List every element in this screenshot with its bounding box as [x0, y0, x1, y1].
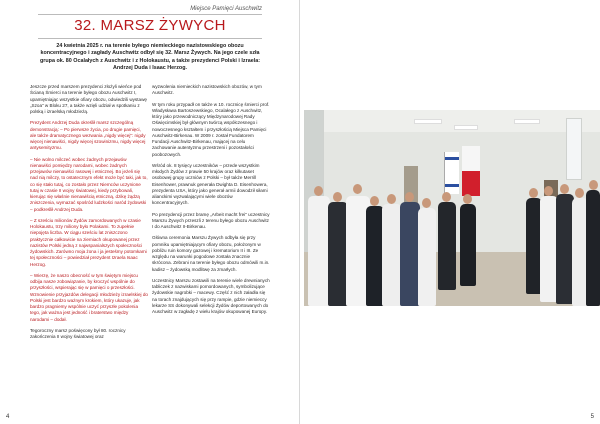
- paragraph: – Z sześciu milionów Żydów zamordowanych w czasie Holokaustu, trzy miliony było Polakami. To zupełnie niepojęta liczba. W ciągu sześciu lat zniszczono praktycznie całkowicie na ziemiach okupowanej przez nazistów Polski jedną z najwspanialszych społeczności żydowskich. Zarówno moja żona i ja jesteśmy potomkami tej społeczności – powiedział prezydent Izraela Isaac Herzog.: [30, 217, 147, 267]
- person-head: [560, 184, 569, 194]
- header-rule: [38, 14, 262, 15]
- person-head: [575, 188, 584, 198]
- person-head: [405, 192, 414, 202]
- paragraph: Prezydent Andrzej Duda określił marsz szczególną demonstracją: – Po pierwsze życia, po drugie pamięci, ale także dramatycznego wezwania „nigdy więcej": nigdy więcej nienawiści, nigdy więcej szowinizmu, nigdy więcej antysemityzmu.: [30, 120, 146, 151]
- ceiling-light: [414, 119, 442, 124]
- person: [438, 202, 456, 290]
- poland-flag: [462, 146, 480, 196]
- person-head: [589, 180, 598, 190]
- paragraph: Jeszcze przed marszem prezydenci złożyli wieńce pod Ścianą Śmierci na terenie byłego obozu Auschwitz I, upamiętniając wszystkie ofiary obozu, odwiedzili wystawę „Szoa" w Bloku 27, a także wzięli udział w spotkaniu z polską i izraelską młodzieżą.: [30, 84, 147, 114]
- paragraph: Tegoroczny marsz poświęcony był 80. rocznicy zakończenia II wojny światowej oraz: [30, 327, 126, 339]
- lead-paragraph: 24 kwietnia 2025 r. na terenie byłego niemieckiego nazistowskiego obozu koncentracyjnego i zagłady Auschwitz odbył się 32. Marsz Żywych. Na jego czele szła grupa ok. 80 Ocalałych z Auschwitz i z Holokaustu, a także prezydenci Polski i Izraela: Andrzej Duda i Isaac Herzog.: [40, 43, 260, 72]
- person: [586, 190, 600, 306]
- person: [382, 204, 402, 306]
- title-rule: [38, 38, 262, 39]
- person-head: [422, 198, 431, 208]
- person-head: [544, 186, 553, 196]
- text-column-1: [30, 84, 148, 345]
- person-head: [529, 188, 538, 198]
- paragraph: – Nie wolno milczeć wobec żadnych przejawów nienawiści pomiędzy narodami, wobec żadnych przejawów nienawiści rasowej i etnicznej. Bo jeżeli się nad nią milczy, to ostatecznym efekt może być taki, jak to, co się stało tutaj, co zostało przez Niemców uczynione tutaj w czasie II wojny światowej, kiedy przybowali, kierując się właśnie nienawiścią etniczną, dzikę żądzą zniszczenia, wymazać spośród ludzkości naród żydowski – podkreślił Andrzej Duda.: [30, 156, 148, 212]
- window: [566, 118, 582, 180]
- israel-flag: [444, 152, 459, 194]
- left-page: [0, 0, 299, 424]
- person-head: [387, 194, 396, 204]
- paragraph: Uczestnicy Marszu zostawili na terenie wiele drewnianych tabliczek z nazwiskami pomordowanych, symbolizujące żydowskie nagrobki – macewy. Część z nich załadła się na torach znajdujących się przy rampie, gdzie niemieccy lekarze SS dokonywali selekcji Żydów deportowanych do Auschwitz w zagładę z wielu krajów okupowanej Europy.: [152, 277, 270, 314]
- text-column-2: [152, 84, 270, 320]
- person-head: [353, 184, 362, 194]
- paragraph: Główna ceremonia Marszu Żywych odbyła się przy pomniku upamiętniającym ofiary obozu, położonym w pobliżu ruin komory gazowej i krematorium II i III. Ze względu na warunki pogodowe została znacznie skrócona. Zebrani na terenie byłego obozu odmówili m.in. kadisz – żydowską modlitwę za zmarłych.: [152, 235, 270, 272]
- person-head: [314, 186, 323, 196]
- person-head: [442, 192, 451, 202]
- section-header: Miejsce Pamięci Auschwitz: [190, 6, 262, 12]
- person-head: [333, 192, 342, 202]
- page-number-left: 4: [6, 414, 10, 420]
- person: [328, 202, 348, 306]
- person: [460, 204, 476, 286]
- paragraph: Wśród ok. 8 tysięcy uczestników – przede wszystkim młodych Żydów z prawie 50 krajów oraz kilkutaset osobowej grupy uczniów z Polski – był także Merrill Eisenhower, prawnuk generała Dwighta D. Eisenhowera, prezydenta USA, który jako generał armii dowodził siłami alianckimi wyzwalającymi wiele obozów koncentracyjnych.: [152, 162, 268, 206]
- paragraph: Po prezydencji przez bramę „Arbeit macht frei" uczestnicy Marszu Żywych przeszli z terenu byłego obozu Auschwitz I do Auschwitz II-Birkenau.: [152, 211, 270, 229]
- page-number-right: 5: [590, 414, 594, 420]
- person-head: [463, 194, 472, 204]
- paragraph: – Wierzę, że naszo obecność w tym świętym miejscu odbija nasze zobowiązanie, by kroczyć wspólnie do przyszłości, wspierając się w pamięci o przeszłości. Wznowienie przyjazdów delegacji młodzieży izraelskiej do Polski jest bardzo ważnym krokiem, który ukazuje, jak bardzo pragniemy wspólnie uczyć przyszłe pokolenia tego, jak ważna jest jedność i braterstwo między narodami – dodał.: [30, 272, 148, 322]
- photo-ceiling: [304, 110, 600, 132]
- person-head: [370, 196, 379, 206]
- person: [400, 202, 420, 306]
- event-photo: [304, 110, 600, 306]
- ceiling-light: [454, 125, 478, 130]
- article-title: 32. MARSZ ŻYWYCH: [74, 17, 226, 34]
- person: [308, 196, 330, 306]
- paragraph: wyzwolenia niemieckich nazistowskich obozów, w tym Auschwitz.: [152, 84, 262, 96]
- person: [418, 208, 436, 306]
- paragraph: W tym roku przypadł on także w 10. rocznicę śmierci prof. Władysława Bartoszewskiego, Ocalałego z Auschwitz, który jako przewodniczący Międzynarodowej Rady Oświęcimskiej był głównym twórcą współczesnego i nowoczesnego kształtem i przyszłością Miejsca Pamięci Auschwitz-Birkenau. W 2009 r. został Fundatorem Fundacji Auschwitz-Birkenau, mającej na celu zachowanie autentyzmu przestrzeni i pozostałości poobozowych.: [152, 101, 270, 157]
- ceiling-light: [514, 119, 540, 124]
